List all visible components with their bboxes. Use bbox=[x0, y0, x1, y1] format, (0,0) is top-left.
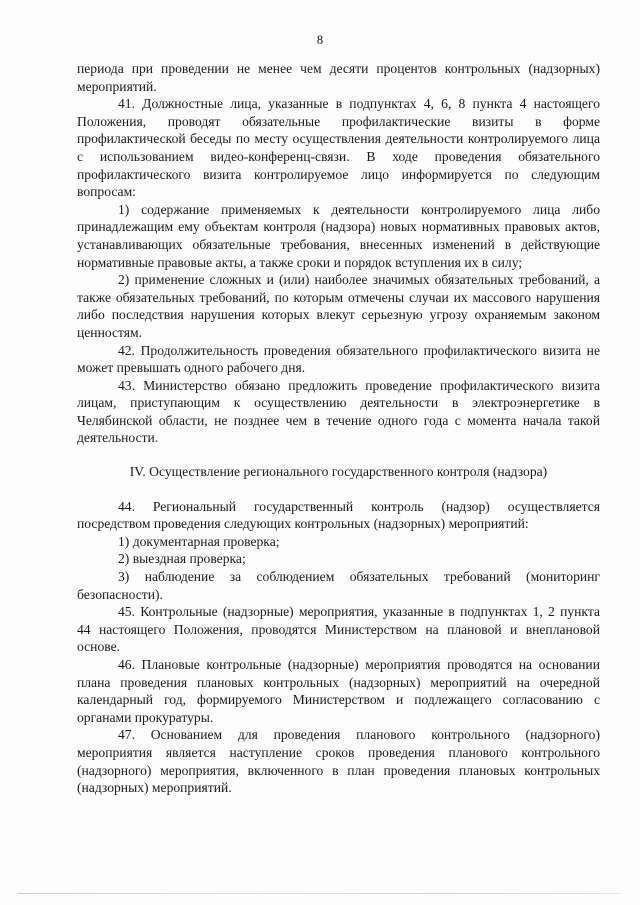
section-heading: IV. Осуществление регионального государственного контроля (надзора) bbox=[129, 464, 548, 480]
paragraph-continuation: периода при проведении не менее чем десяти процентов контрольных (надзорных) мероприятий. bbox=[77, 61, 600, 94]
scan-edge-line bbox=[18, 893, 622, 894]
paragraph-45: 45. Контрольные (надзорные) мероприятия, указанные в подпунктах 1, 2 пункта 44 настоящего Положения, проводятся Министерством на плановой и внеплановой основе. bbox=[77, 604, 600, 655]
paragraph-47: 47. Основанием для проведения планового контрольного (надзорного) мероприятия является наступление сроков проведения планового контрольного (надзорного) мероприятия, включенного в план проведения плановых контрольных (надзорных) мероприятий. bbox=[77, 727, 600, 796]
paragraph-46: 46. Плановые контрольные (надзорные) мероприятия проводятся на основании плана проведения плановых контрольных (надзорных) мероприятий на очередной календарный год, формируемого Министерством и подлежащего согласованию с органами прокуратуры. bbox=[77, 657, 600, 725]
paragraph-41: 41. Должностные лица, указанные в подпунктах 4, 6, 8 пункта 4 настоящего Положения, проводят обязательные профилактические визиты в форме профилактической беседы по месту осуществления деятельности контролируемого лица с использованием видео-конференц-связи. В ходе проведения обязательного профилактического визита контролируемое лицо информируется по следующим вопросам: bbox=[77, 96, 600, 200]
list-item-41-1: 1) содержание применяемых к деятельности контролируемого лица либо принадлежащим ему объектам контроля (надзора) новых нормативных правовых актов, устанавливающих обязательные требования, внесенных изменений в действующие нормативные правовые акты, а также сроки и порядок вступления их в силу; bbox=[77, 201, 600, 270]
paragraph-group-top bbox=[77, 60, 600, 447]
paragraph-44: 44. Региональный государственный контроль (надзор) осуществляется посредством проведения следующих контрольных (надзорных) мероприятий: bbox=[77, 498, 600, 532]
paragraph-group-bottom bbox=[77, 498, 600, 797]
list-item-44-3: 3) наблюдение за соблюдением обязательных требований (мониторинг безопасности). bbox=[77, 569, 600, 602]
page-number: 8 bbox=[316, 33, 324, 47]
list-item-44-1: 1) документарная проверка; bbox=[118, 533, 280, 549]
paragraph-42: 42. Продолжительность проведения обязательного профилактического визита не может превышать одного рабочего дня. bbox=[77, 342, 600, 376]
list-item-44-2: 2) выездная проверка; bbox=[118, 551, 246, 567]
list-item-41-2: 2) применение сложных и (или) наиболее значимых обязательных требований, а также обязательных требований, по которым отмечены случаи их массового нарушения либо последствия нарушения которых влекут серьезную угрозу охраняемым законом ценностям. bbox=[77, 272, 600, 340]
document-body bbox=[77, 60, 600, 797]
paragraph-43: 43. Министерство обязано предложить проведение профилактического визита лицам, приступающим к осуществлению деятельности в электроэнергетике в Челябинской области, не позднее чем в течение одного года с момента начала такой деятельности. bbox=[77, 377, 600, 446]
